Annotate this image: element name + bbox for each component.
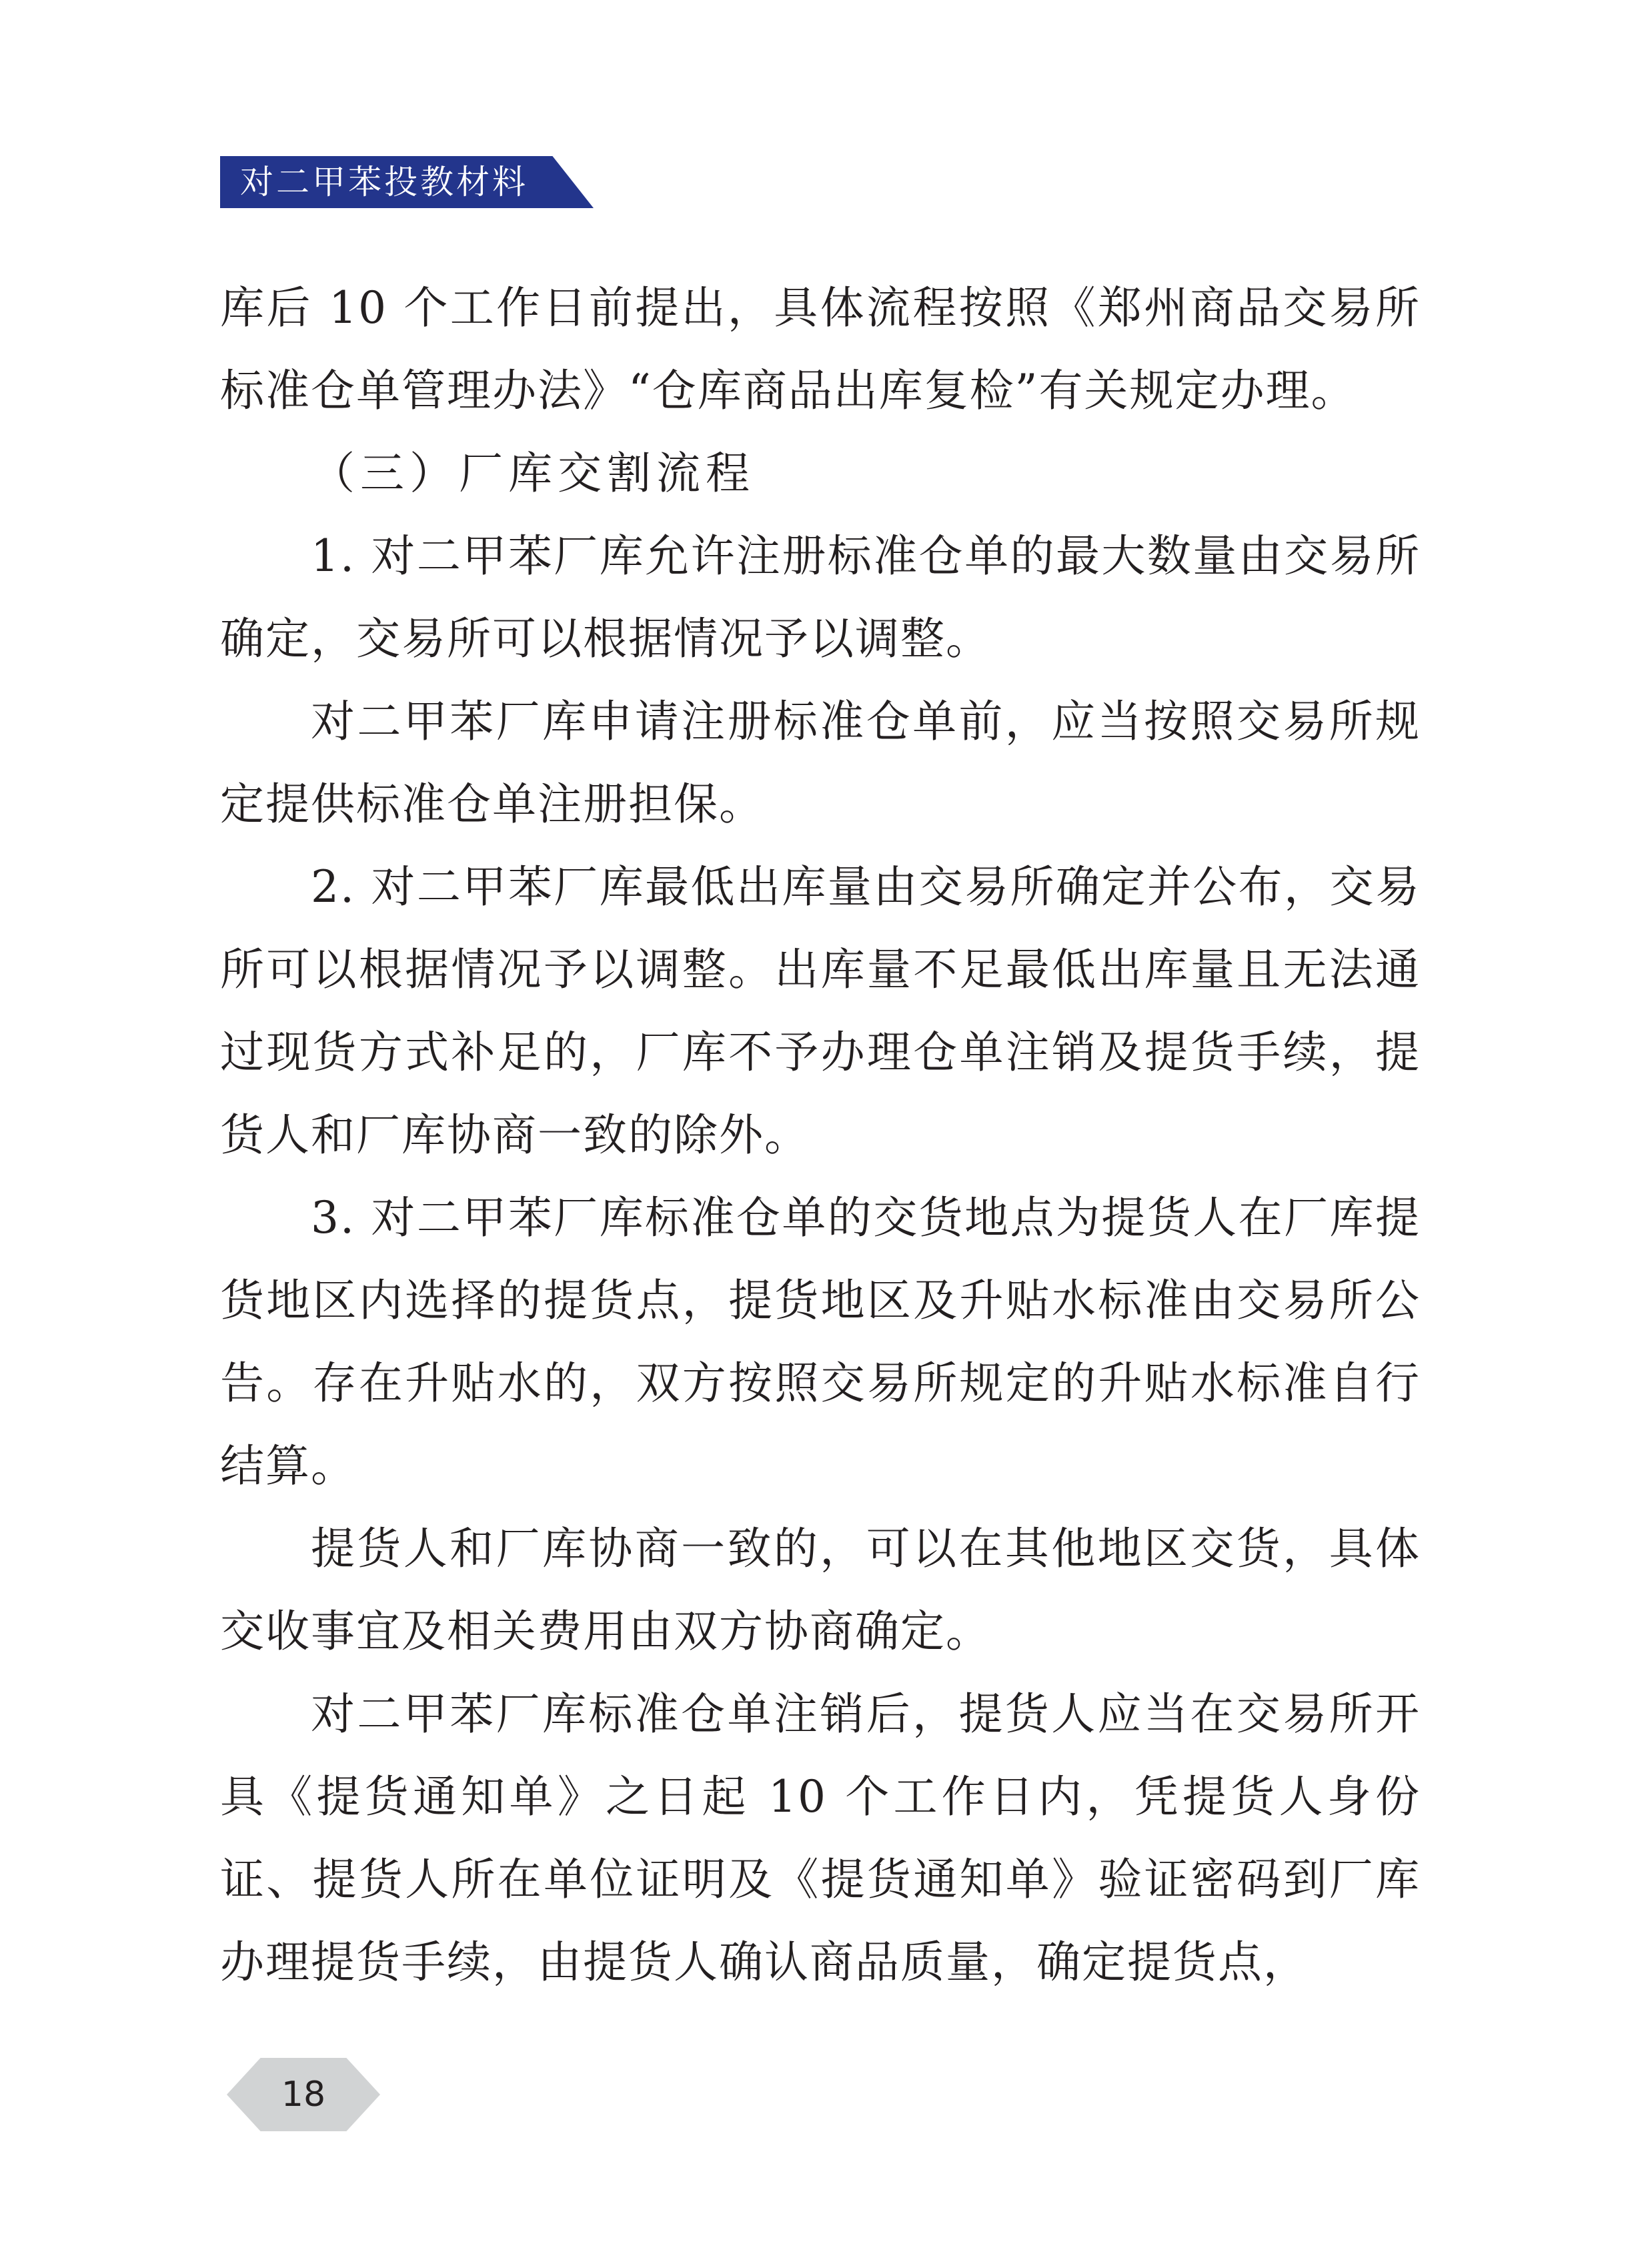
document-body <box>220 267 1421 2004</box>
page-number: 18 <box>281 2075 326 2115</box>
header-title: 对二甲苯投教材料 <box>240 163 528 201</box>
paragraph-item-1: 1. 对二甲苯厂库允许注册标准仓单的最大数量由交易所确定，交易所可以根据情况予以调整。 <box>220 530 1421 664</box>
paragraph-continuation: 库后 10 个工作日前提出，具体流程按照《郑州商品交易所标准仓单管理办法》“仓库商品出库复检”有关规定办理。 <box>220 282 1421 416</box>
paragraph: 提货人和厂库协商一致的，可以在其他地区交货，具体交收事宜及相关费用由双方协商确定。 <box>220 1523 1421 1657</box>
paragraph-item-3: 3. 对二甲苯厂库标准仓单的交货地点为提货人在厂库提货地区内选择的提货点，提货地区及升贴水标准由交易所公告。存在升贴水的，双方按照交易所规定的升贴水标准自行结算。 <box>220 1192 1421 1492</box>
paragraph-item-2: 2. 对二甲苯厂库最低出库量由交易所确定并公布，交易所可以根据情况予以调整。出库量不足最低出库量且无法通过现货方式补足的，厂库不予办理仓单注销及提货手续，提货人和厂库协商一致的除外。 <box>220 861 1421 1161</box>
paragraph: 对二甲苯厂库申请注册标准仓单前，应当按照交易所规定提供标准仓单注册担保。 <box>220 696 1421 830</box>
paragraph: 对二甲苯厂库标准仓单注销后，提货人应当在交易所开具《提货通知单》之日起 10 个工作日内，凭提货人身份证、提货人所在单位证明及《提货通知单》验证密码到厂库办理提货手续，由提货人确认商品质量，确定提货点， <box>220 1688 1421 1988</box>
section-heading: （三）厂库交割流程 <box>311 448 755 499</box>
